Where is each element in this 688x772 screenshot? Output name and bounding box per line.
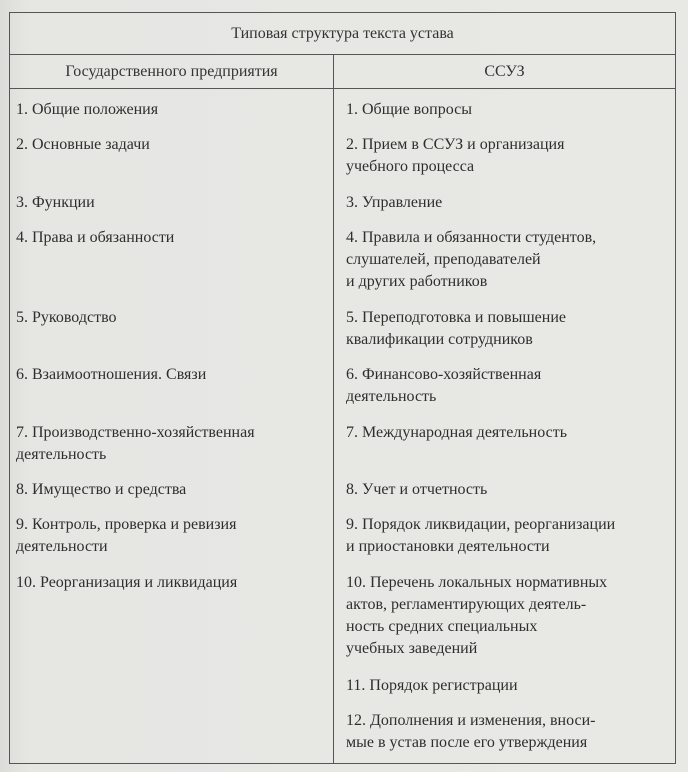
list-item: 2. Основные задачи [16, 135, 150, 153]
table-row [10, 422, 676, 479]
cell-ssuz [334, 364, 676, 422]
cell-state-enterprise [10, 479, 334, 514]
table-row [10, 134, 676, 192]
table-row [10, 192, 676, 227]
list-item: 4. Правила и обязанности студентов, слушателей, преподавателей и других работников [346, 228, 597, 290]
cell-ssuz [334, 572, 676, 675]
list-item: 8. Учет и отчетность [346, 480, 488, 498]
table-row [10, 675, 676, 710]
list-item: 2. Прием в ССУЗ и организация учебного процесса [346, 135, 565, 175]
list-item: 10. Перечень локальных нормативных актов, регламентирующих деятель- ность средних специальных учебных заведений [346, 573, 608, 657]
cell-ssuz [334, 89, 676, 134]
list-item: 3. Функции [16, 193, 95, 211]
list-item: 4. Права и обязанности [16, 228, 175, 246]
cell-ssuz [334, 192, 676, 227]
table-row [10, 307, 676, 364]
list-item: 11. Порядок регистрации [346, 676, 518, 694]
cell-state-enterprise [10, 227, 334, 307]
list-item: 7. Производственно-хозяйственная деятельность [16, 423, 255, 463]
list-item: 8. Имущество и средства [16, 480, 187, 498]
table-caption: Типовая структура текста устава [10, 13, 676, 55]
cell-state-enterprise [10, 89, 334, 134]
list-item: 6. Взаимоотношения. Связи [16, 365, 207, 383]
list-item: 7. Международная деятельность [346, 423, 568, 441]
table-row [10, 227, 676, 307]
list-item: 12. Дополнения и изменения, вноси- мые в устав после его утверждения [346, 711, 596, 751]
cell-state-enterprise [10, 192, 334, 227]
list-item: 3. Управление [346, 193, 443, 211]
list-item: 6. Финансово-хозяйственная деятельность [346, 365, 542, 405]
table-body [10, 89, 676, 764]
cell-ssuz [334, 675, 676, 710]
cell-ssuz [334, 227, 676, 307]
column-header-ssuz: ССУЗ [334, 55, 676, 89]
table-row [10, 364, 676, 422]
list-item: 10. Реорганизация и ликвидация [16, 573, 238, 591]
cell-ssuz [334, 307, 676, 364]
table-row [10, 479, 676, 514]
column-header-state-enterprise: Государственного предприятия [10, 55, 334, 89]
cell-ssuz [334, 479, 676, 514]
cell-state-enterprise [10, 134, 334, 192]
cell-ssuz [334, 422, 676, 479]
table-row [10, 710, 676, 764]
list-item: 5. Руководство [16, 308, 117, 326]
cell-state-enterprise [10, 514, 334, 572]
table-row [10, 89, 676, 134]
cell-state-enterprise [10, 572, 334, 675]
list-item: 1. Общие положения [16, 101, 159, 118]
table-row [10, 514, 676, 572]
cell-state-enterprise [10, 675, 334, 710]
list-item: 5. Переподготовка и повышение квалификации сотрудников [346, 308, 566, 348]
charter-structure-table [9, 12, 676, 764]
cell-state-enterprise [10, 307, 334, 364]
cell-state-enterprise [10, 710, 334, 764]
cell-ssuz [334, 710, 676, 764]
cell-ssuz [334, 514, 676, 572]
cell-state-enterprise [10, 422, 334, 479]
list-item: 9. Порядок ликвидации, реорганизации и приостановки деятельности [346, 515, 616, 555]
table-row [10, 572, 676, 675]
cell-state-enterprise [10, 364, 334, 422]
list-item: 9. Контроль, проверка и ревизия деятельности [16, 515, 237, 555]
cell-ssuz [334, 134, 676, 192]
list-item: 1. Общие вопросы [346, 101, 472, 118]
